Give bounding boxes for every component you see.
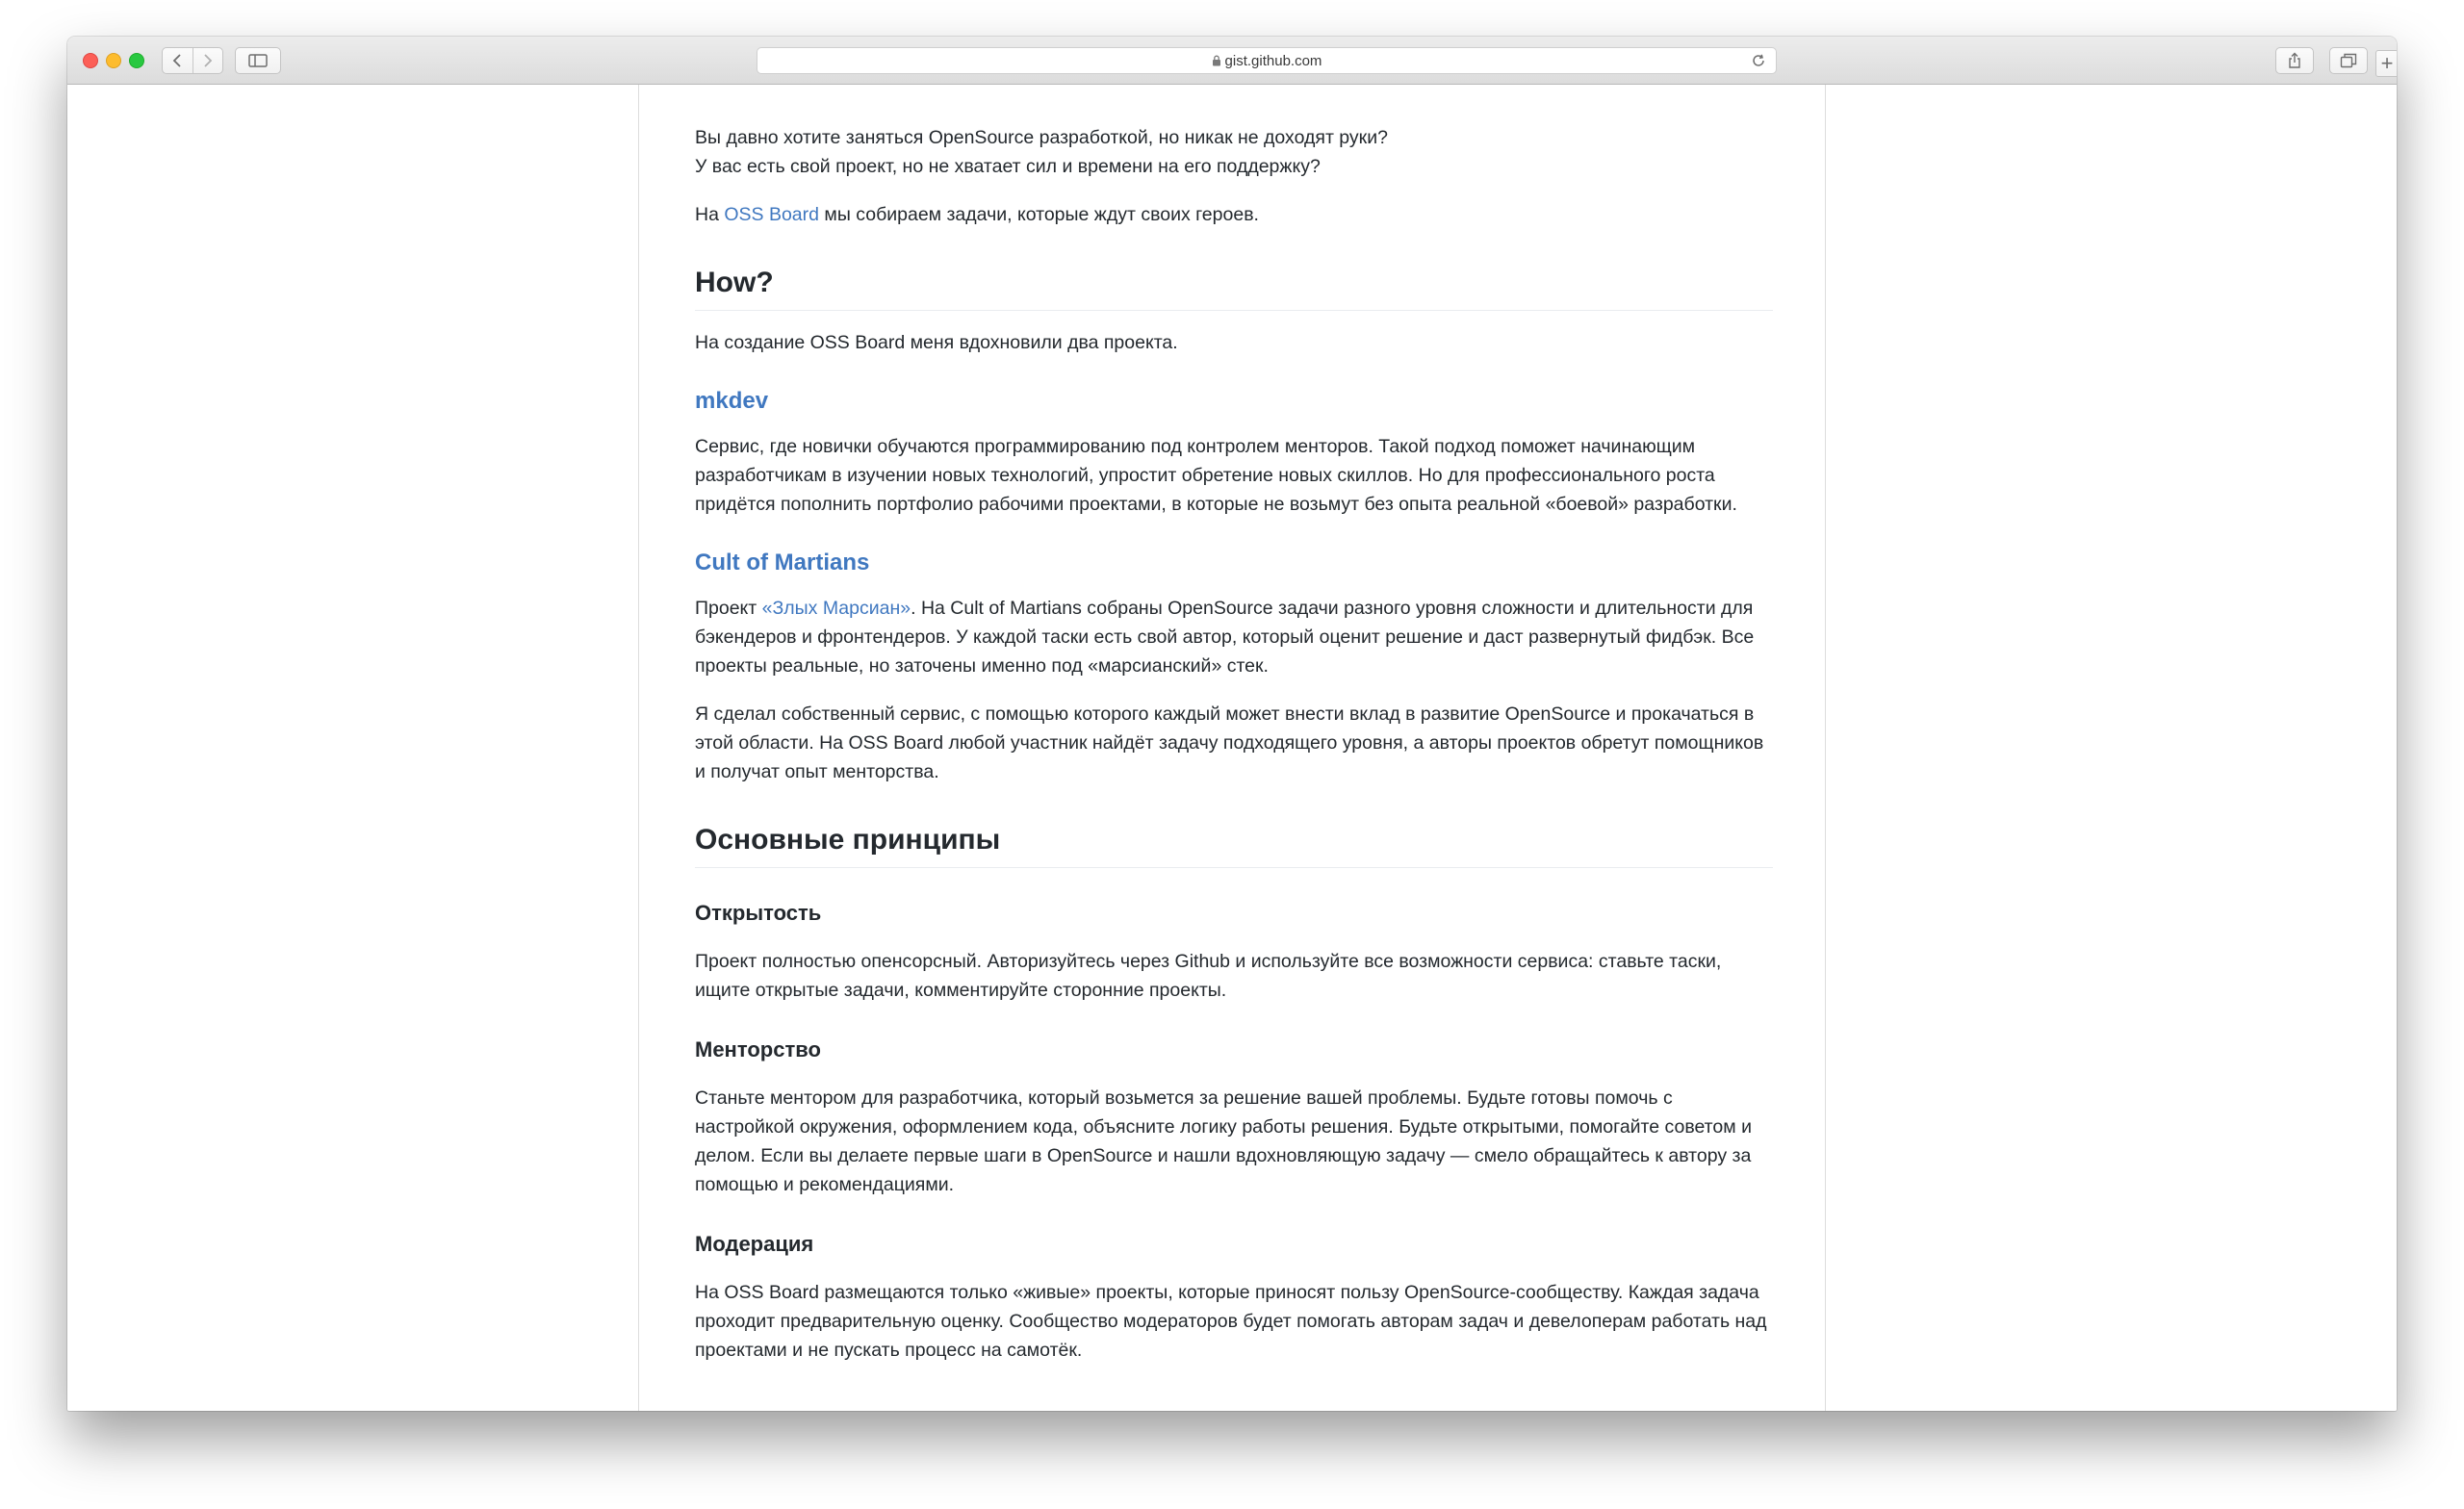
mkdev-heading-link[interactable]: mkdev	[695, 388, 769, 414]
share-icon	[2288, 52, 2301, 69]
gist-document	[638, 85, 1826, 1411]
minimize-window-button[interactable]	[106, 53, 121, 68]
com-suffix-text: . На Cult of Martians собраны OpenSource задачи разного уровня сложности и длительности для бэкендеров и фронтендеров. У каждой таски есть свой автор, который оценит решение и даст развернутый фидбэк. Все проекты реальные, но заточены именно под «марсианский» стек.	[695, 598, 1755, 677]
reload-icon	[1751, 53, 1766, 68]
url-text: gist.github.com	[1224, 52, 1322, 69]
cult-of-martians-paragraph	[695, 594, 1773, 680]
evil-martians-link[interactable]: «Злых Марсиан»	[761, 598, 911, 619]
share-button[interactable]	[2275, 47, 2314, 74]
intro-line-1: Вы давно хотите заняться OpenSource разработкой, но никак не доходят руки?	[695, 127, 1388, 148]
back-button[interactable]	[163, 48, 192, 73]
show-tabs-button[interactable]	[2329, 47, 2368, 74]
openness-paragraph: Проект полностью опенсорсный. Авторизуйтесь через Github и используйте все возможности сервиса: ставьте таски, ищите открытые задачи, комментируйте сторонние проекты.	[695, 951, 1722, 1001]
moderation-heading: Модерация	[695, 1232, 814, 1256]
close-window-button[interactable]	[83, 53, 98, 68]
moderation-paragraph: На OSS Board размещаются только «живые» проекты, которые приносят пользу OpenSource-сообществу. Каждая задача проходит предварительную оценку. Сообщество модераторов будет помогать авторам задач и девелоперам работать над проектами и не пускать процесс на самотёк.	[695, 1282, 1767, 1361]
own-service-paragraph: Я сделал собственный сервис, с помощью которого каждый может внести вклад в развитие OpenSource и прокачаться в этой области. На OSS Board любой участник найдёт задачу подходящего уровня, а авторы проектов обретут помощников и получат опыт менторства.	[695, 703, 1764, 782]
lock-icon	[1212, 55, 1221, 66]
tabs-icon	[2340, 53, 2357, 68]
mkdev-paragraph: Сервис, где новички обучаются программированию под контролем менторов. Такой подход поможет начинающим разработчикам в изучении новых технологий, упростит обретение новых скиллов. Но для профессионального роста придётся пополнить портфолио рабочими проектами, в которые не возьмут без опыта реальной «боевой» разработки.	[695, 436, 1737, 515]
principles-heading: Основные принципы	[695, 821, 1773, 868]
sidebar-icon	[248, 54, 268, 67]
oss-suffix-text: мы собираем задачи, которые ждут своих героев.	[819, 204, 1259, 225]
browser-toolbar	[67, 37, 2397, 85]
how-heading: How?	[695, 264, 1773, 311]
reload-button[interactable]	[1751, 53, 1766, 73]
chevron-left-icon	[172, 53, 182, 68]
mentoring-paragraph: Станьте ментором для разработчика, который возьмется за решение вашей проблемы. Будьте готовы помочь с настройкой окружения, оформлением кода, объясните логику работы решения. Будьте открытыми, помогайте советом и делом. Если вы делаете первые шаги в OpenSource и нашли вдохновляющую задачу — смело обращайтесь к автору за помощью и рекомендациями.	[695, 1087, 1752, 1195]
sidebar-toggle-button[interactable]	[235, 47, 281, 74]
browser-window	[67, 37, 2397, 1411]
oss-board-link[interactable]: OSS Board	[724, 204, 819, 225]
page-content	[67, 85, 2397, 1411]
new-tab-button[interactable]	[2375, 50, 2397, 77]
intro-paragraph	[695, 123, 1773, 181]
maximize-window-button[interactable]	[129, 53, 144, 68]
mentoring-heading: Менторство	[695, 1037, 821, 1061]
openness-heading: Открытость	[695, 901, 822, 925]
oss-board-paragraph	[695, 200, 1773, 229]
oss-prefix-text: На	[695, 204, 725, 225]
chevron-right-icon	[203, 53, 213, 68]
address-bar[interactable]	[757, 47, 1777, 74]
com-prefix-text: Проект	[695, 598, 762, 619]
how-paragraph: На создание OSS Board меня вдохновили два проекта.	[695, 332, 1178, 353]
plus-icon: +	[2380, 51, 2394, 75]
intro-line-2: У вас есть свой проект, но не хватает сил и времени на его поддержку?	[695, 156, 1321, 177]
article-body	[695, 123, 1773, 1365]
cult-of-martians-heading-link[interactable]: Cult of Martians	[695, 550, 870, 575]
navigation-buttons	[162, 47, 223, 74]
forward-button[interactable]	[192, 48, 223, 73]
